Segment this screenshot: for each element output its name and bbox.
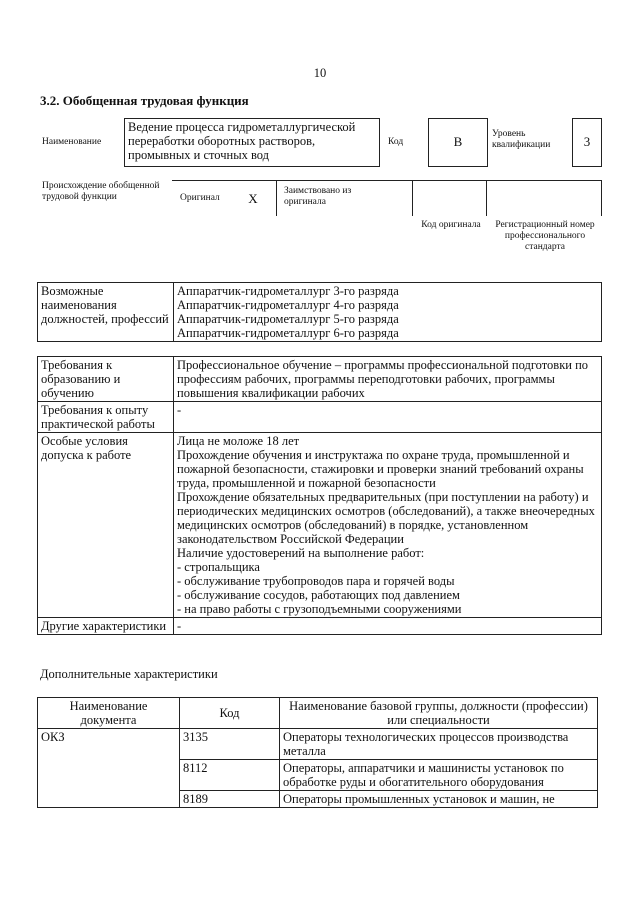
function-level-label: Уровень квалификации: [492, 129, 551, 150]
origin-code-caption: Код оригинала: [421, 220, 481, 230]
origin-label: Происхождение обобщенной трудовой функции: [42, 181, 160, 202]
additional-header-name: Наименование базовой группы, должности (профессии) или специальности: [280, 698, 598, 729]
additional-row-code: 8112: [180, 760, 280, 791]
additional-row-doc: [38, 791, 180, 808]
req-experience-value: -: [174, 402, 602, 433]
origin-borrowed-label: Заимствовано из оригинала: [284, 186, 352, 207]
origin-divider-3: [486, 180, 487, 216]
additional-title: Дополнительные характеристики: [40, 667, 218, 681]
function-name-label: Наименование: [42, 137, 102, 147]
origin-original-label: Оригинал: [180, 193, 220, 203]
position-item: Аппаратчик-гидрометаллург 5-го разряда: [177, 312, 399, 326]
origin-divider-1: [276, 180, 277, 216]
positions-label: Возможные наименования должностей, профессий: [38, 283, 174, 342]
function-code-label: Код: [388, 137, 404, 147]
positions-list: [174, 283, 602, 342]
req-experience-label: Требования к опыту практической работы: [38, 402, 174, 433]
additional-row-name: Операторы технологических процессов производства металла: [280, 729, 598, 760]
req-conditions-value: Лица не моложе 18 лет Прохождение обучения и инструктажа по охране труда, промышленной и пожарной безопасности, стажировки и проверки знаний требований охраны труда, промышленной и пожарной безопасности Прохождение обязательных предварительных (при поступлении на работу) и периодических медицинских осмотров (обследований), а также внеочередных медицинских осмотров (обследований) в порядке, установленном законодательством Российской Федерации Наличие удостоверений на выполнение работ: - стропальщика - обслуживание трубопроводов пара и горячей воды - обслуживание сосудов, работающих под давлением - на право работы с грузоподъемными сооружениями: [174, 433, 602, 618]
req-education-label: Требования к образованию и обучению: [38, 357, 174, 402]
req-other-label: Другие характеристики: [38, 618, 174, 635]
origin-original-mark: X: [248, 191, 258, 206]
additional-row-code: 3135: [180, 729, 280, 760]
page-number: 10: [313, 66, 327, 80]
section-title: 3.2. Обобщенная трудовая функция: [40, 93, 249, 108]
position-item: Аппаратчик-гидрометаллург 3-го разряда: [177, 284, 399, 298]
requirements-table: [37, 356, 602, 635]
position-item: Аппаратчик-гидрометаллург 4-го разряда: [177, 298, 399, 312]
positions-table: [37, 282, 602, 342]
position-item: Аппаратчик-гидрометаллург 6-го разряда: [177, 326, 399, 340]
additional-header-doc: Наименование документа: [38, 698, 180, 729]
function-name-value: Ведение процесса гидрометаллургической переработки оборотных растворов, промывных и сточных вод: [128, 120, 356, 162]
origin-box: [172, 180, 602, 216]
origin-divider-2: [412, 180, 413, 216]
req-education-value: Профессиональное обучение – программы профессиональной подготовки по профессиям рабочих, программы переподготовки рабочих, программы повышения квалификации рабочих: [174, 357, 602, 402]
req-conditions-label: Особые условия допуска к работе: [38, 433, 174, 618]
additional-row-name: Операторы промышленных установок и машин, не: [280, 791, 598, 808]
additional-header-code: Код: [180, 698, 280, 729]
function-level-value: 3: [583, 134, 591, 149]
additional-table: [37, 697, 598, 808]
additional-row-doc: [38, 760, 180, 791]
additional-row-code: 8189: [180, 791, 280, 808]
function-code-value: B: [453, 134, 463, 149]
origin-reg-caption: Регистрационный номер профессионального стандарта: [495, 220, 595, 252]
req-other-value: -: [174, 618, 602, 635]
additional-row-doc: ОКЗ: [38, 729, 180, 760]
additional-row-name: Операторы, аппаратчики и машинисты установок по обработке руды и обогатительного оборудования: [280, 760, 598, 791]
